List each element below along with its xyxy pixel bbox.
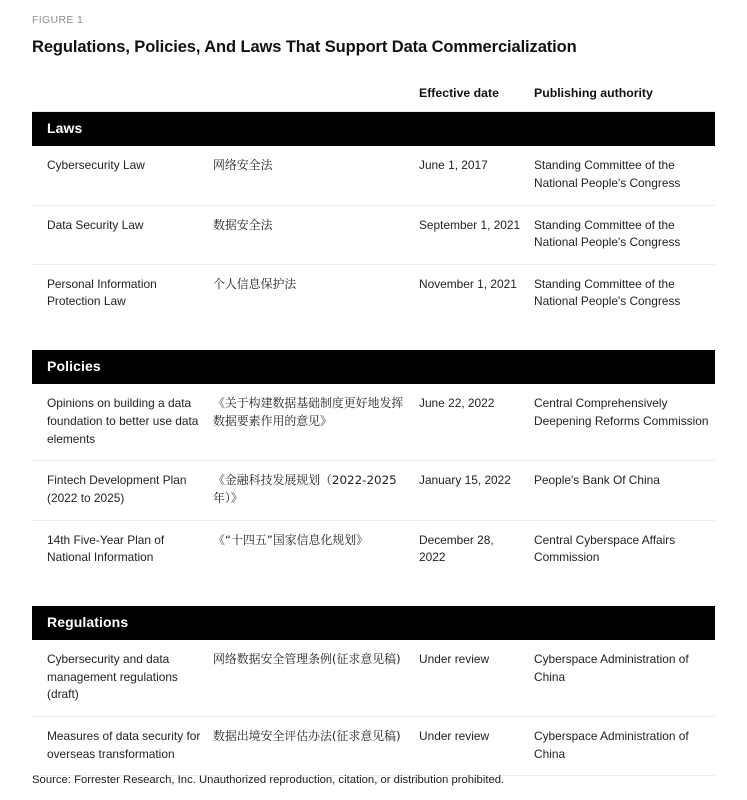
cell-name-zh: 《关于构建数据基础制度更好地发挥数据要素作用的意见》	[213, 384, 417, 460]
table-row	[32, 384, 715, 460]
cell-name-zh: 网络安全法	[213, 146, 417, 205]
source-note: Source: Forrester Research, Inc. Unauthorized reproduction, citation, or distribution prohibited.	[32, 774, 505, 787]
cell-name-en: Fintech Development Plan (2022 to 2025)	[32, 461, 213, 520]
section-header-row	[32, 111, 715, 146]
cell-effective-date: June 22, 2022	[417, 384, 532, 460]
cell-publishing-authority: Central Cyberspace Affairs Commission	[532, 520, 715, 592]
table-row	[32, 205, 715, 264]
table-body	[32, 111, 715, 775]
cell-name-zh: 网络数据安全管理条例(征求意见稿)	[213, 640, 417, 716]
cell-name-en: Measures of data security for overseas transformation	[32, 717, 213, 776]
section-header-label: Laws	[32, 111, 715, 146]
cell-name-en: Cybersecurity Law	[32, 146, 213, 205]
cell-name-zh: 数据出境安全评估办法(征求意见稿)	[213, 717, 417, 776]
cell-effective-date: January 15, 2022	[417, 461, 532, 520]
cell-publishing-authority: People's Bank Of China	[532, 461, 715, 520]
figure-label: FIGURE 1	[32, 14, 84, 26]
page-title: Regulations, Policies, And Laws That Support Data Commercialization	[32, 38, 577, 56]
column-header-name-zh	[213, 86, 417, 112]
column-header-effective-date: Effective date	[417, 86, 532, 112]
cell-name-zh: 《“十四五”国家信息化规划》	[213, 520, 417, 592]
regulations-table	[32, 86, 715, 776]
section-header-row	[32, 336, 715, 384]
cell-name-en: Data Security Law	[32, 205, 213, 264]
table-header	[32, 86, 715, 112]
cell-publishing-authority: Central Comprehensively Deepening Reforms Commission	[532, 384, 715, 460]
table-row	[32, 640, 715, 716]
cell-publishing-authority: Cyberspace Administration of China	[532, 640, 715, 716]
cell-name-en: Cybersecurity and data management regulations (draft)	[32, 640, 213, 716]
table-row	[32, 146, 715, 205]
cell-name-zh: 数据安全法	[213, 205, 417, 264]
table-header-row	[32, 86, 715, 112]
cell-name-zh: 个人信息保护法	[213, 264, 417, 336]
table-row	[32, 717, 715, 776]
cell-effective-date: Under review	[417, 717, 532, 776]
cell-name-en: Personal Information Protection Law	[32, 264, 213, 336]
cell-effective-date: September 1, 2021	[417, 205, 532, 264]
cell-effective-date: Under review	[417, 640, 532, 716]
cell-effective-date: June 1, 2017	[417, 146, 532, 205]
cell-name-zh: 《金融科技发展规划（2022-2025年）》	[213, 461, 417, 520]
section-header-label: Regulations	[32, 592, 715, 640]
cell-publishing-authority: Standing Committee of the National People's Congress	[532, 264, 715, 336]
section-header-label: Policies	[32, 336, 715, 384]
cell-name-en: Opinions on building a data foundation to better use data elements	[32, 384, 213, 460]
table-row	[32, 264, 715, 336]
column-header-name-en	[32, 86, 213, 112]
cell-publishing-authority: Standing Committee of the National People's Congress	[532, 146, 715, 205]
section-header-row	[32, 592, 715, 640]
table-row	[32, 461, 715, 520]
cell-publishing-authority: Cyberspace Administration of China	[532, 717, 715, 776]
column-header-publishing-authority: Publishing authority	[532, 86, 715, 112]
cell-name-en: 14th Five-Year Plan of National Information	[32, 520, 213, 592]
cell-effective-date: December 28, 2022	[417, 520, 532, 592]
cell-effective-date: November 1, 2021	[417, 264, 532, 336]
table-row	[32, 520, 715, 592]
cell-publishing-authority: Standing Committee of the National People's Congress	[532, 205, 715, 264]
